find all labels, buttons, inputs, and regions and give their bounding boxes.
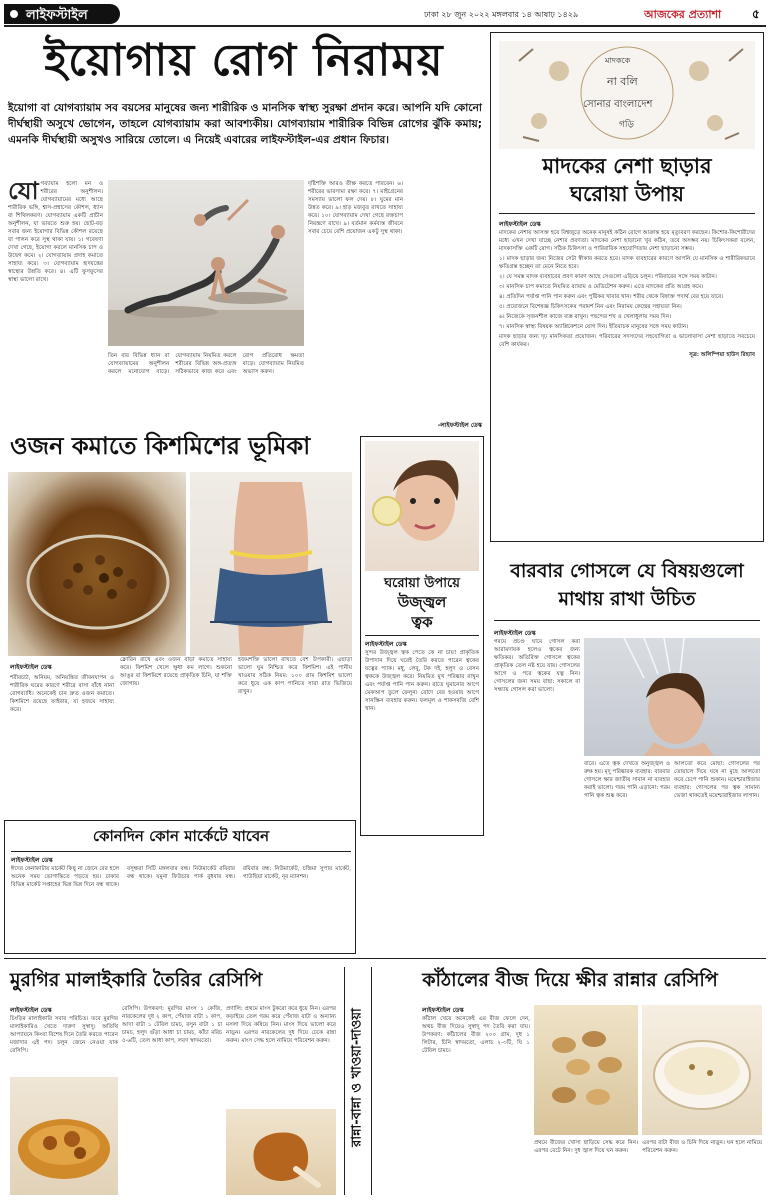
gosol-headline-2: মাথায় রাখা উচিত bbox=[558, 588, 696, 610]
raisin-bowl-illustration bbox=[8, 472, 186, 656]
ghoroa-headline-2: উজ্জ্বল bbox=[397, 593, 447, 611]
konodin-article bbox=[4, 820, 356, 954]
kishmish-col2: ক্লোরিন রাখে এবং ওজন বাড়া কমাতে সাহায্য করে। কিশমিশ খেলে ক্ষুধা কম লাগে। শুকনো আঙুর বা কিশমিশে রয়েছে প্রাকৃতিক চিনি, যা শক্তি জোগায়। bbox=[120, 657, 232, 687]
ghoroa-rule bbox=[365, 635, 479, 636]
madak-item: ৪। প্রতিদিন পর্যাপ্ত পানি পান করুন এবং পুষ্টিকর খাবার খান। শরীর থেকে বিষাক্ত পদার্থ বের হয়ে যাবে। bbox=[499, 294, 724, 300]
murgi-byline: লাইফস্টাইল ডেস্ক bbox=[10, 1007, 52, 1014]
gosol-headline-1: বারবার গোসলে যে বিষয়গুলো bbox=[510, 560, 744, 582]
murgi-article bbox=[4, 963, 340, 1199]
header-rule bbox=[4, 25, 766, 27]
kishmish-byline: লাইফস্টাইল ডেস্ক bbox=[10, 664, 52, 671]
madak-rule bbox=[499, 213, 755, 214]
chicken-curry-illustration bbox=[10, 1077, 118, 1195]
madak-item: ৩। মানসিক চাপ কমাতে নিয়মিত ব্যায়াম ও মেডিটেশন করুন। এতে মাদকের প্রতি আগ্রহ কমে। bbox=[499, 284, 704, 290]
recipe-vertical-band bbox=[344, 967, 372, 1195]
madak-art-line3: সোনার বাংলাদেশ bbox=[583, 99, 653, 110]
madak-body bbox=[499, 229, 755, 535]
measuring-waist-illustration bbox=[190, 472, 352, 656]
kathal-article bbox=[374, 963, 766, 1199]
gosol-col3: আলতো করে মোছা: গোসলের পর তোয়ালে দিয়ে ঘষে না মুছে আলতো করে চেপে পানি শুকান। ময়েশ্চারাইজার ব্যবহার: গোসলের পর ত্বক সামান্য ভেজা থাকতেই ময়েশ্চারাইজার লাগান। bbox=[674, 761, 760, 799]
kishmish-raisin-photo bbox=[8, 472, 186, 656]
madak-item: ২। যে সমস্ত মাদক ব্যবহারের প্রবণ কারণ আছে সেগুলো এড়িয়ে চলুন। পরিবারের সঙ্গে সময় কাটান। bbox=[499, 274, 717, 280]
ghoroa-headline-1: ঘরোয়া উপায়ে bbox=[384, 576, 460, 591]
gosol-article bbox=[488, 548, 766, 838]
recipe-section bbox=[4, 958, 766, 1201]
madak-art-line4: গড়ি bbox=[619, 120, 634, 130]
yoga-headline: ইয়োগায় রোগ নিরাময় bbox=[44, 35, 444, 86]
madak-byline: লাইফস্টাইল ডেস্ক bbox=[499, 221, 541, 228]
section-tab bbox=[4, 4, 120, 24]
page-number: ৫ bbox=[752, 7, 760, 21]
kathal-seeds-photo bbox=[534, 1005, 638, 1135]
yoga-lead: ইয়োগা বা যোগব্যায়াম সব বয়সের মানুষের জন্য শারীরিক ও মানসিক স্বাস্থ্য সুরক্ষা প্রদান করে। আপনি যদি কোনো দীর্ঘস্থায়ী অসুখে ভোগেন, তাহলে যোগব্যায়াম করা আবশ্যকীয়। যোগব্যায়াম শারীরিক বিভিন্ন রোগের ঝুঁকি কমায়; এমনকি দীর্ঘস্থায়ী অসুখও সারিয়ে তোলে। এ নিয়েই এবারের লাইফস্টাইল-এর প্রধান ফিচার। bbox=[8, 102, 482, 146]
gosol-col2: বারে। এতে ত্বক দেখতে অনুজ্জ্বল ও রুক্ষ হয়। মৃদু পরিষ্কারক ব্যবহার: বারবার গোসলে ক্ষার জাতীয় সাবান না ব্যবহার করাই ভালো। গরম পানি এড়ানো: গরম পানি ত্বক শুষ্ক করে। bbox=[584, 761, 670, 799]
murgi-dish-photo bbox=[10, 1077, 118, 1195]
yoga-article bbox=[4, 28, 484, 458]
konodin-headline: কোনদিন কোন মার্কেটে যাবেন bbox=[92, 827, 270, 845]
kathal-col1: কাঁঠাল খেয়ে অনেকেই এর বীজ ফেলে দেন, অথচ বীজ দিয়েও সুস্বাদু পদ তৈরি করা যায়। উপকরণ: কাঁঠালের বীজ ২০০ গ্রাম, দুধ ১ লিটার, চিনি স্বাদমতো, এলাচ ২-৩টি, ঘি ১ টেবিল চামচ। bbox=[422, 1016, 530, 1054]
yoga-dropcap: যো bbox=[8, 180, 39, 205]
madak-item: ৬। নিজেকে সৃজনশীল কাজে ব্যস্ত রাখুন। পছন্দের শখ ও খেলাধুলায় সময় দিন। bbox=[499, 314, 671, 320]
section-title: লাইফস্টাইল bbox=[26, 8, 88, 23]
madak-credit: সূত্র: অলিম্পিয়া হাউস রিহ্যাব bbox=[689, 352, 755, 358]
woman-shower-illustration bbox=[584, 638, 760, 756]
yoga-col1-text: গব্যায়াম হলো মন ও শরীরের অনুশীলন। যোগব্যায়ামের মধ্যে আছে শারীরিক ভঙ্গি, শ্বাস-প্রশ্বাসের কৌশল, ধ্যান বা শিথিলকরণ। যোগব্যায়াম একটি প্রাচীন অনুশীলন, যা ভারতে শুরু হয়। ছোট-বড় সবার জন্য ইয়োগার বিভিন্ন কৌশল রয়েছে যা পালন করে সুস্থ থাকা যায়। ১। গবেষণা দেখা গেছে, ইয়োগা করলে মানসিক চাপ ও উদ্বেগ কমে। ২। যোগব্যায়াম প্রদাহ কমাতে সাহায্য করে। ৩। যোগব্যায়াম হৃদযন্ত্রের স্বাস্থ্যের উন্নতি করে। ৪। এটি ফুসফুসের স্বাস্থ্য ভালো রাখে। bbox=[8, 181, 103, 283]
gosol-rule bbox=[494, 620, 760, 621]
kathal-headline: কাঁঠালের বীজ দিয়ে ক্ষীর রান্নার রেসিপি bbox=[422, 969, 718, 991]
yoga-under-photo: তিন বার বিভিন্ন ধ্যান বা যোগব্যায়ামের অনুশীলন করলে মনোযোগ বাড়ে। যোগব্যায়াম নিয়মিত করলে শরীরের বিভিন্ন অঙ্গ-প্রত্যঙ্গ সঠিকভাবে কাজ করে এবং রোগ প্রতিরোধ ক্ষমতা বাড়ে। যোগব্যায়াম নিয়মিত অভ্যাস করুন। bbox=[108, 353, 304, 375]
kishmish-col1: শরীরচর্চা, অনিয়ম, অনিয়ন্ত্রিত জীবনযাপন ও শারীরিক ঘরের কারণে শরীরে বাসা বাঁধে নানা রোগব্যাধি। অনেকেই চান দ্রুত ওজন কমাতে। কিশমিশে রয়েছে ফাইবার, যা হজমে সাহায্য করে। bbox=[10, 675, 114, 713]
kathal-byline: লাইফস্টাইল ডেস্ক bbox=[422, 1007, 464, 1014]
kishmish-article bbox=[4, 432, 356, 822]
kishmish-headline: ওজন কমাতে কিশমিশের ভূমিকা bbox=[10, 432, 311, 460]
madak-headline-1: মাদকের নেশা ছাড়ার bbox=[542, 154, 712, 178]
kathal-col3: এরপর বাটা বীজ ও চিনি দিয়ে নাড়ুন। ঘন হলে নামিয়ে পরিবেশন করুন। bbox=[642, 1140, 762, 1154]
recipe-vertical-label: রান্না-বান্না ও খাওয়া-দাওয়া bbox=[349, 1008, 365, 1147]
konodin-rule bbox=[11, 851, 351, 852]
konodin-text: ঈদের কেনাকাটায় মার্কেট কিছু না জেনে বের হলে অনেক সময় ভোগান্তিতে পড়তে হয়। ঢাকার বিভিন্ন মার্কেট সপ্তাহের ভিন্ন ভিন্ন দিনে বন্ধ থাকে। বসুন্ধরা সিটি মঙ্গলবার বন্ধ। নিউমার্কেট রবিবার বন্ধ থাকে। যমুনা ফিউচার পার্ক বুধবার বন্ধ। রবিবার বন্ধ: নিউমার্কেট, চন্দ্রিমা সুপার মার্কেট, গাউছিয়া মার্কেট, নূর ম্যানশন। bbox=[11, 866, 351, 888]
madak-outro: মাদক ছাড়ার জন্য দৃঢ় মানসিকতা প্রয়োজন। পরিবারের সদস্যদের সহযোগিতা ও ভালোবাসা নেশা ছাড়াতে সবচেয়ে বেশি কার্যকর। bbox=[499, 334, 755, 348]
jackfruit-seeds-illustration bbox=[534, 1005, 638, 1135]
woman-face-illustration bbox=[365, 441, 479, 571]
kishmish-col3: হজমশক্তি ভালো রাখতে বেশ উপকারী। এছাড়া ভালো ঘুম নিশ্চিত করে কিশমিশ। এই পানীয় খাওয়ার সঠিক নিয়ম: ১০০ গ্রাম কিশমিশ ভালো করে ধুয়ে এক কাপ পানিতে সারা রাত ভিজিয়ে রাখুন। bbox=[238, 657, 352, 695]
murgi-col3: প্রণালি: প্রথমে মাংস টুকরো করে ধুয়ে নিন। এরপর কড়াইয়ে তেল গরম করে পেঁয়াজ বাটা ও অন্যান্য মসলা দিয়ে কষিয়ে নিন। মাংস দিয়ে ভালো করে নাড়ুন। এরপর নারকেলের দুধ দিয়ে ঢেকে রান্না করুন। মাংস সেদ্ধ হলে নামিয়ে পরিবেশন করুন। bbox=[226, 1006, 336, 1044]
murgi-headline: মুরগির মালাইকারি তৈরির রেসিপি bbox=[10, 969, 263, 991]
madak-item: ১। মাদক ছাড়ার জন্য নিজের সেটা স্বীকার করতে হবে। মাদক ব্যবহারের কারণে আপনি যে মানসিক ও শারীরিকভাবে ক্ষতিগ্রস্ত হচ্ছেন তা মেনে নিতে হবে। bbox=[499, 256, 755, 270]
kathal-kheer-photo bbox=[642, 1005, 762, 1135]
murgi-col2: রেসিপি। উপকরণ: মুরগির মাংস ১ কেজি, নারকেলের দুধ ২ কাপ, পেঁয়াজ বাটা ১ কাপ, আদা বাটা ১ টেবিল চামচ, রসুন বাটা ১ চা চামচ, হলুদ গুঁড়া আধা চা চামচ, কাঁচা মরিচ ৫-৬টি, তেল আধা কাপ, লবণ স্বাদমতো। bbox=[122, 1006, 222, 1044]
gosol-col1: গরমে প্রচণ্ড ঘামে গোসল করা আরামদায়ক হলেও ত্বকের জন্য ক্ষতিকর। অতিরিক্ত গোসলে ত্বকের প্রাকৃতিক তেল নষ্ট হয়ে যায়। গোসলের আগে ও পরে ত্বকের যত্ন নিন। গোসলের জন্য সময় বাছা: সকালে বা সন্ধ্যায় গোসল করা ভালো। bbox=[494, 639, 580, 693]
madak-art bbox=[499, 41, 755, 149]
konodin-byline: লাইফস্টাইল ডেস্ক bbox=[11, 857, 53, 864]
kheer-bowl-illustration bbox=[642, 1005, 762, 1135]
yoga-col3: দৃষ্টিশক্তি আরও তীক্ষ্ণ করতে পারবেন। ৬। শরীরের ভারসাম্য রক্ষা করে। ৭। মাইগ্রেনের সমস্যায় ভালো ফল দেয়। ৮। ঘুমের মান উন্নত করে। ৯। হাড় মজবুত রাখতে সাহায্য করে। ১০। যোগব্যায়াম দেখা গেছে রক্তচাপ নিয়ন্ত্রণে রাখে। ৯। বর্তমান কর্মব্যস্ত জীবনে সবার চেয়ে বেশি প্রয়োজন একটু সুস্থ থাকা। bbox=[308, 181, 403, 235]
yoga-women-illustration bbox=[108, 180, 304, 346]
ghoroa-headline-3: ত্বক bbox=[411, 613, 433, 631]
madak-art-line2: না বলি bbox=[607, 75, 638, 88]
yoga-photo bbox=[108, 180, 304, 346]
ghoroa-text: সুন্দর উজ্জ্বল ত্বক পেতে কে না চায়! প্রাকৃতিক উপাদান দিয়ে ঘরেই তৈরি করতে পারেন ত্বকের যত্নের প্যাক। মধু, লেবু, টক দই, হলুদ ও বেসন ত্বককে উজ্জ্বল করে। নিয়মিত মুখ পরিষ্কার রাখুন এবং পর্যাপ্ত পানি পান করুন। রাতে ঘুমানোর আগে মেকআপ তুলে ফেলুন। রোদে বের হওয়ার আগে সানস্ক্রিন ব্যবহার করুন। ফলমূল ও শাকসবজি বেশি খান। bbox=[365, 650, 479, 712]
fried-chicken-illustration bbox=[226, 1109, 336, 1195]
madak-article bbox=[490, 32, 764, 542]
ghoroa-byline: লাইফস্টাইল ডেস্ক bbox=[365, 641, 407, 648]
madak-headline-2: ঘরোয়া উপায় bbox=[570, 182, 684, 206]
ghoroa-face-photo bbox=[365, 441, 479, 571]
madak-intro: মাদকের নেশায় আসক্ত হয়ে বিশ্বজুড়ে অনেক মানুষই কঠিন রোগে আক্রান্ত হয়ে মৃত্যুবরণ করছেন। কিশোর-কিশোরীদের মধ্যে এখন দেখা যাচ্ছে নেশার প্রবণতা। মাদকের নেশা ছাড়ানো খুব কঠিন, তবে অসম্ভব নয়। চিকিৎসকরা বলেন, মাদকাসক্তি একটি রোগ। সঠিক চিকিৎসা ও পারিবারিক সহযোগিতায় নেশা ছাড়ানো সম্ভব। bbox=[499, 230, 755, 252]
murgi-col1: চিংড়ির মালাইকারি সবার পরিচিত। তবে মুরগির মালাইকারিও খেতে দারুণ সুস্বাদু। অতিথি আপ্যায়নে কিংবা বিশেষ দিনে তৈরি করতে পারেন মজাদার এই পদ। চলুন জেনে নেওয়া যাক রেসিপি। bbox=[10, 1016, 118, 1054]
gosol-byline: লাইফস্টাইল ডেস্ক bbox=[494, 630, 536, 637]
page-header bbox=[4, 4, 766, 26]
dateline: ঢাকা ২৮ জুন ২০২২ মঙ্গলবার ১৪ আষাঢ় ১৪২৯ bbox=[424, 10, 579, 19]
yoga-col1 bbox=[8, 180, 103, 430]
madak-item: ৫। প্রয়োজনে বিশেষজ্ঞ চিকিৎসকের পরামর্শ নিন এবং নিরাময় কেন্দ্রের সহায়তা নিন। bbox=[499, 304, 682, 310]
murgi-chicken-photo bbox=[226, 1109, 336, 1195]
yoga-byline: -লাইফস্টাইল ডেস্ক bbox=[437, 422, 482, 429]
madak-item: ৭। মানসিক স্বাস্থ্য বিষয়ক অ্যাপ্লিকেশনে যোগ দিন। ইতিবাচক মানুষের সঙ্গে সময় কাটান। bbox=[499, 324, 689, 330]
kathal-col2: প্রথমে বীজের খোসা ছাড়িয়ে সেদ্ধ করে নিন। এরপর বেটে নিন। দুধ জ্বাল দিয়ে ঘন করুন। bbox=[534, 1140, 638, 1154]
gosol-shower-photo bbox=[584, 638, 760, 756]
masthead: আজকের প্রত্যাশা bbox=[644, 8, 722, 21]
ghoroa-article bbox=[360, 436, 484, 836]
kishmish-waist-photo bbox=[190, 472, 352, 656]
section-dot bbox=[10, 10, 18, 18]
madak-art-line1: মাদককে bbox=[605, 56, 631, 65]
